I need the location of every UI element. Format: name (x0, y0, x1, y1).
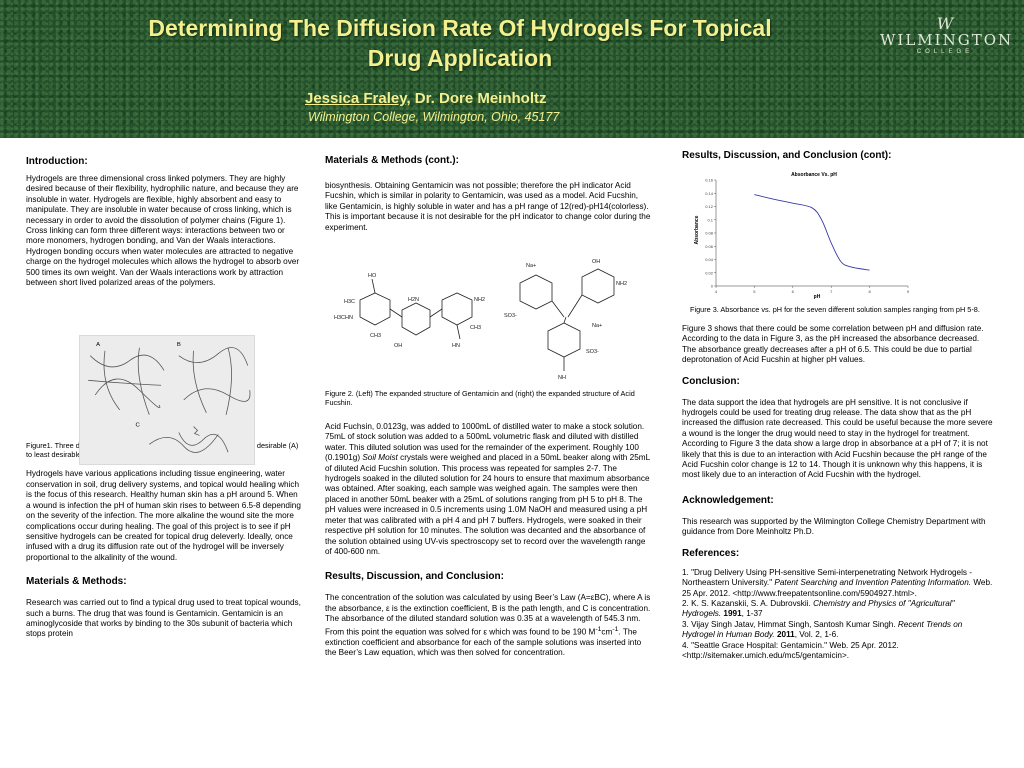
figure-1-caption: Figure1. Three different ways hydrogels can cross link going from most desirable (A) to least desirable (C). (26, 441, 299, 460)
logo-sub: COLLEGE (916, 49, 974, 55)
ref2-a: 2. K. S. Kazanskii, S. A. Dubrovskii. (682, 598, 814, 608)
procedure-text-a: Acid Fuchsin, 0.0123g, was added to 1000mL of distilled water to make a stock solution. 75mL of stock solution was added to a 500mL volumetric flask and diluted with distilled water. This diluted solution was used for the remainder of the experiment. Roughly 100 (0.1901g) (325, 422, 645, 463)
fig1-polymer-c (149, 427, 228, 453)
affiliation: Wilmington College, Wilmington, Ohio, 45177 (308, 110, 560, 124)
figure-3-absorbance-chart (682, 166, 914, 300)
fig1-label-a: A (96, 341, 101, 348)
reference-2 (682, 599, 994, 620)
figure-3-caption: Figure 3. Absorbance vs. pH for the seven different solution samples ranging from pH 5-8. (690, 305, 980, 314)
struct-label-nh2-2: NH2 (616, 281, 628, 287)
struct-label-hn: HN (452, 343, 460, 349)
struct-label-ch3-2: CH3 (470, 325, 482, 331)
chart-y-tick-label: 0.06 (705, 243, 713, 249)
struct-label-na-1: Na+ (526, 263, 537, 269)
ref1-b: Web. 25 Apr. 2012. <http://www.freepatentsonline.com/5904927.html>. (682, 578, 993, 598)
methods-text: Research was carried out to find a typical drug used to treat topical wounds, such a burns. The drug that was found is Gentamicin. Gentamicin is an aminoglycoside that works by binding to the 30s subunit of bacteria which stops protein (26, 598, 301, 639)
results-sup-1: -1 (595, 625, 602, 633)
reference-4: 4. "Seattle Grace Hospital: Gentamicin." Web. 25 Apr. 2012. <http://sitemaker.umich.edu/mc5/gentamicin>. (682, 640, 899, 660)
figure-2-caption: Figure 2. (Left) The expanded structure of Gentamicin and (right) the expanded structure of Acid Fucshin. (325, 389, 635, 408)
ref3-bold: 2011 (774, 630, 795, 640)
chart-ylabel: Absorbance (694, 215, 700, 245)
applications-text: Hydrogels have various applications including tissue engineering, water conservation in soil, drug delivery systems, and topical would healing which is the focus of this research. Healthy human skin has a pH around 5. When a wound is infection the pH of human skin rises to between 6.5-8 depending on the severity of the infection. The more alkaline the wound site the more complications occur during healing. The goal of this project is to see if pH sensitive hydrogels can be created for topical drug deleverly. Ideally, once infused with a drug its diffusion rate out of the hydrogel will be inversely proportional to the alkalinity of the wound. (26, 469, 301, 562)
chart-x-tick-label: 9 (906, 289, 910, 294)
procedure-text-em: Soil Moist (362, 453, 398, 463)
struct-label-oh-2: OH (592, 259, 601, 265)
results-sup-2: -1 (612, 625, 619, 633)
references-heading: References: (682, 547, 740, 559)
methods-cont-text: biosynthesis. Obtaining Gentamicin was not possible; therefore the pH indicator Acid Fucshin, which is similar in polarity to Gentamicin, was used as a model. Acid Fucshin, like Gentamicin, is highly soluble in water and has a pH range of 12(red)-pH14(colorless). This is important because it is not desirable for the pH indicator to change color during the experiment. (325, 181, 651, 232)
procedure-text-b: crystals were weighed and placed in a 50mL beaker along with 25mL of diluted Acid Fucshin solution. This process was repeated for samples 2-7. The hydrogels soaked in the diluted solution for 24 hours to ensure that maximum absorbance was obtained. After soaking, each sample was weighed again. The samples were then placed in another 50mL beaker with a 25mL of solutions ranging from pH 5 to pH 8. The pH values were increased in 0.5 increments using 1.0M NaOH and measured using a pH meter that was calibrated with a pH 4 and pH 7 buffers. Hydrogels, were soaked in their respective pH solution for 10 minutes. The solution was decanted and the absorbance of the solution obtained using UV-vis spectroscopy set to record over the wavelength range of 400-600 nm. (325, 453, 650, 556)
gentamicin-structure (360, 279, 472, 339)
ref1-em: Patent Searching and Invention Patenting Information. (774, 578, 972, 588)
ref3-a: 3. Vijay Singh Jatav, Himmat Singh, Santosh Kumar Singh. (682, 619, 898, 629)
acknowledgement-text: This research was supported by the Wilmington College Chemistry Department with guidance from Dore Meinholtz Ph.D. (682, 516, 986, 537)
results-cont-heading: Results, Discussion, and Conclusion (cont): (682, 150, 892, 161)
logo-mark: W (936, 14, 954, 33)
ref2-em: Chemistry and Physics of "Agricultural" Hydrogels. (682, 598, 955, 619)
chart-title: Absorbance Vs. pH (791, 172, 837, 178)
logo-name: WILMINGTON (880, 31, 1014, 49)
ref1-a: 1. "Drug Delivery Using PH-sensitive Semi-interpenetrating Network Hydrogels - Northeastern University." (682, 567, 973, 588)
chart-y-tick-label: 0.08 (705, 230, 713, 236)
results-text-a: The concentration of the solution was calculated by using Beer’s Law (A=εBC), where A is the absorbance, ε is the extinction coefficient, B is the path length, and C is concentration. The absorbance of the diluted standard solution was 0.35 at a wavelength of 545.3 nm. From this point the equation was solved for ε which was found to be 190 M (325, 593, 651, 637)
struct-label-oh: OH (394, 343, 403, 349)
wilmington-logo (880, 14, 1014, 74)
chart-y-tick-label: 0.1 (707, 217, 713, 223)
fig1-label-b: B (176, 341, 181, 348)
struct-label-h3c: H3C (344, 299, 356, 305)
struct-label-nh: NH (558, 375, 566, 381)
results-text-mid: cm (601, 627, 613, 637)
struct-label-ho: HO (368, 273, 377, 279)
chart-y-tick-label: 0.16 (705, 177, 713, 183)
acknowledgement-heading: Acknowledgement: (682, 494, 774, 506)
chart-x-tick-label: 7 (830, 289, 833, 294)
conclusion-heading: Conclusion: (682, 375, 740, 387)
reference-3 (682, 620, 994, 641)
chart-y-tick-label: 0 (710, 283, 713, 289)
results-text (325, 593, 651, 658)
chart-x-tick-label: 5 (753, 289, 756, 294)
chart-xlabel: pH (813, 294, 821, 300)
methods-cont-heading: Materials & Methods (cont.): (325, 155, 459, 166)
reference-1 (682, 568, 994, 599)
authors (305, 90, 546, 107)
introduction-text: Hydrogels are three dimensional cross linked polymers. They are highly desired because of their flexibility, hydrophilic nature, and because they are insoluble in water. Hydrogels are flexible, highly absorbent and easy to manipulate. They are insoluble in water because of cross linking, which is necessary in order to avoid the dissolution of polymer chains (Figure 1). Cross linking can form three different ways: interactions between two or more monomers, hydrogen bonding, and Van der Waals interactions. Hydrogen bonding occurs when water molecules are attracted to negative charge on the hydrogel molecules which allows the hydrogel to absorb over 500 times its own weight. Van der Waals interactions work by attraction between short lived polarized areas of the polymers. (26, 174, 300, 288)
chart-y-tick-label: 0.12 (705, 204, 713, 209)
chart-y-tick-label: 0.02 (705, 270, 713, 276)
struct-label-ch3: CH3 (370, 333, 382, 339)
ref2-b: , 1-37 (741, 609, 763, 619)
ref3-em: Recent Trends on Hydrogel in Human Body. (682, 619, 963, 640)
acid-fuchsin-structure (520, 269, 614, 371)
fig1-polymer-a (88, 348, 164, 415)
figure-2-molecular-structures (330, 255, 648, 390)
introduction-heading: Introduction: (26, 156, 88, 167)
results-heading: Results, Discussion, and Conclusion: (325, 571, 504, 583)
fig1-label-c: C (135, 422, 140, 429)
struct-label-so3-2: SO3- (586, 349, 599, 355)
struct-label-nh2-1: NH2 (474, 297, 486, 303)
chart-background (682, 166, 914, 300)
fig1-polymer-b (179, 348, 250, 415)
figure-1-crosslink-diagram (79, 335, 255, 465)
chart-x-tick-label: 6 (791, 289, 794, 294)
author-second: Dr. Dore Meinholtz (410, 90, 547, 107)
chart-y-tick-label: 0.04 (705, 257, 713, 262)
poster-title-line-2: Drug Application (367, 45, 553, 71)
ref2-bold: 1991 (721, 609, 742, 619)
results-text-b: . The extinction coefficient and absorbance for each of the sample solutions was inserted into the Beer’s Law equation, which was then solved for concentration. (325, 627, 642, 658)
author-first: Jessica Fraley, (305, 90, 411, 107)
struct-label-h2n-1: H2N (408, 297, 420, 303)
poster-title-line-1: Determining The Diffusion Rate Of Hydrogels For Topical (148, 15, 772, 41)
chart-x-tick-label: 8 (868, 289, 871, 294)
struct-label-na-2: Na+ (592, 323, 603, 329)
poster-header (0, 0, 1024, 138)
procedure-text (325, 422, 651, 557)
methods-heading: Materials & Methods: (26, 576, 127, 588)
column-middle (325, 150, 651, 658)
struct-label-so3-1: SO3- (504, 313, 517, 319)
figure-3-discussion: Figure 3 shows that there could be some correlation between pH and diffusion rate. According to the data in Figure 3, as the pH increased the absorbance decreased. The absorbance greatly decreases after a pH of 6.5. This could be due to partial deprotonation of Acid Fucshin at higher pH values. (682, 324, 984, 365)
chart-y-tick-label: 0.14 (705, 190, 713, 196)
chart-x-tick-label: 4 (714, 289, 718, 294)
ref3-b: , Vol. 2, 1-6. (794, 630, 839, 640)
struct-label-h3chn: H3CHN (334, 315, 353, 321)
conclusion-text: The data support the idea that hydrogels are pH sensitive. It is not conclusive if hydrogels could be used for treating drug release. The data show that as the pH increased the diffusion rate decreased. This could be useful because the more severe a wound is the longer the drug would need to stay in the hydrogel for treatment. According to Figure 3 the data show a large drop in absorbance at a pH of 7; it is not likely that this is due to an interaction with Acid Fucshin because the pH range of the Acid Fucshin color change is 12 to 14. Though it is unknown why this happens, it is most likely due to an interaction of Acid Fucshin with the hydrogel. (682, 397, 993, 480)
